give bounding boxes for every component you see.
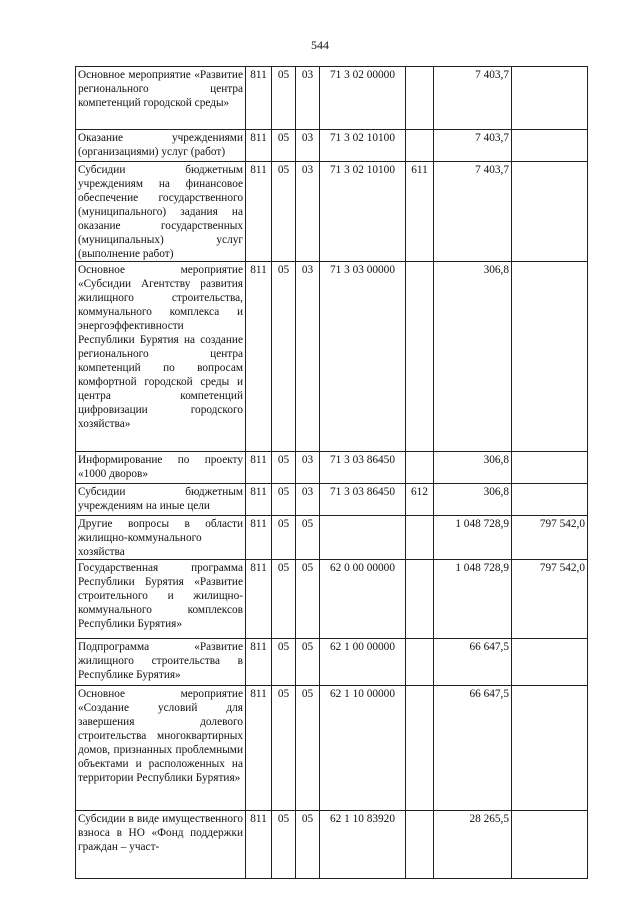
cell-csr: 62 1 00 00000 [320,639,406,686]
cell-pr: 05 [296,686,320,811]
table-row [76,484,588,516]
cell-rz: 05 [272,516,296,560]
cell-sum-2024: 7 403,7 [434,67,512,130]
cell-vr [406,67,434,130]
cell-vr [406,130,434,162]
cell-sum-2025 [512,452,588,484]
cell-rz: 05 [272,811,296,879]
cell-pr: 05 [296,516,320,560]
table-row [76,811,588,879]
table-row [76,262,588,452]
cell-vr [406,560,434,639]
cell-csr: 71 3 03 86450 [320,452,406,484]
cell-gr: 811 [246,452,272,484]
cell-rz: 05 [272,262,296,452]
cell-gr: 811 [246,130,272,162]
cell-name: Другие вопросы в области жилищно-коммунального хозяйства [76,516,246,560]
cell-sum-2025 [512,639,588,686]
cell-vr: 612 [406,484,434,516]
cell-gr: 811 [246,516,272,560]
cell-pr: 05 [296,639,320,686]
cell-sum-2025 [512,162,588,262]
cell-gr: 811 [246,162,272,262]
cell-sum-2024: 28 265,5 [434,811,512,879]
cell-rz: 05 [272,484,296,516]
table-row [76,516,588,560]
cell-name: Оказание учреждениями (организациями) услуг (работ) [76,130,246,162]
cell-vr: 611 [406,162,434,262]
cell-sum-2025 [512,130,588,162]
cell-name: Субсидии в виде имущественного взноса в НО «Фонд поддержки граждан – участ- [76,811,246,879]
cell-csr: 71 3 03 86450 [320,484,406,516]
table-row [76,130,588,162]
cell-vr [406,639,434,686]
cell-pr: 03 [296,67,320,130]
cell-gr: 811 [246,262,272,452]
cell-sum-2024: 66 647,5 [434,686,512,811]
table-row [76,639,588,686]
cell-csr [320,516,406,560]
cell-gr: 811 [246,639,272,686]
cell-gr: 811 [246,686,272,811]
table-row [76,162,588,262]
cell-name: Государственная программа Республики Бурятия «Развитие строительного и жилищно-коммунального комплексов Республики Бурятия» [76,560,246,639]
cell-csr: 62 1 10 00000 [320,686,406,811]
cell-name: Информирование по проекту «1000 дворов» [76,452,246,484]
page-number: 544 [311,38,329,52]
cell-pr: 03 [296,262,320,452]
cell-rz: 05 [272,67,296,130]
cell-csr: 62 0 00 00000 [320,560,406,639]
cell-sum-2025 [512,67,588,130]
cell-sum-2025 [512,262,588,452]
cell-pr: 05 [296,560,320,639]
cell-name: Основное мероприятие «Развитие регионального центра компетенций городской среды» [76,67,246,130]
budget-table [75,66,588,879]
cell-name: Основное мероприятие «Создание условий для завершения долевого строительства многоквартирных домов, признанных проблемными объектами и расположенных на территории Республики Бурятия» [76,686,246,811]
cell-sum-2024: 1 048 728,9 [434,516,512,560]
cell-csr: 71 3 03 00000 [320,262,406,452]
cell-rz: 05 [272,686,296,811]
cell-name: Субсидии бюджетным учреждениям на финансовое обеспечение государственного (муниципального) задания на оказание государственных (муниципальных) услуг (выполнение работ) [76,162,246,262]
cell-sum-2025: 797 542,0 [512,560,588,639]
cell-vr [406,811,434,879]
cell-gr: 811 [246,811,272,879]
cell-csr: 71 3 02 10100 [320,130,406,162]
cell-sum-2024: 1 048 728,9 [434,560,512,639]
cell-vr [406,516,434,560]
cell-vr [406,262,434,452]
cell-sum-2024: 7 403,7 [434,130,512,162]
cell-csr: 62 1 10 83920 [320,811,406,879]
cell-vr [406,686,434,811]
cell-vr [406,452,434,484]
table-row [76,560,588,639]
cell-rz: 05 [272,130,296,162]
cell-sum-2024: 306,8 [434,452,512,484]
cell-sum-2025 [512,686,588,811]
cell-name: Подпрограмма «Развитие жилищного строительства в Республике Бурятия» [76,639,246,686]
table-body [76,67,588,879]
cell-pr: 03 [296,484,320,516]
cell-rz: 05 [272,560,296,639]
cell-rz: 05 [272,639,296,686]
cell-sum-2024: 66 647,5 [434,639,512,686]
cell-csr: 71 3 02 00000 [320,67,406,130]
cell-pr: 05 [296,811,320,879]
cell-sum-2024: 306,8 [434,262,512,452]
cell-name: Субсидии бюджетным учреждениям на иные цели [76,484,246,516]
cell-gr: 811 [246,484,272,516]
cell-sum-2025 [512,484,588,516]
cell-name: Основное мероприятие «Субсидии Агентству развития жилищного строительства, коммунального комплекса и энергоэффективности Республики Бурятия на создание регионального центра компетенций по вопросам комфортной городской среды и центра компетенций цифровизации городского хозяйства» [76,262,246,452]
cell-gr: 811 [246,560,272,639]
cell-pr: 03 [296,452,320,484]
table-row [76,452,588,484]
cell-sum-2025 [512,811,588,879]
cell-gr: 811 [246,67,272,130]
cell-sum-2024: 7 403,7 [434,162,512,262]
cell-sum-2025: 797 542,0 [512,516,588,560]
cell-rz: 05 [272,162,296,262]
cell-pr: 03 [296,130,320,162]
cell-rz: 05 [272,452,296,484]
cell-csr: 71 3 02 10100 [320,162,406,262]
cell-pr: 03 [296,162,320,262]
cell-sum-2024: 306,8 [434,484,512,516]
table-row [76,686,588,811]
table-row [76,67,588,130]
